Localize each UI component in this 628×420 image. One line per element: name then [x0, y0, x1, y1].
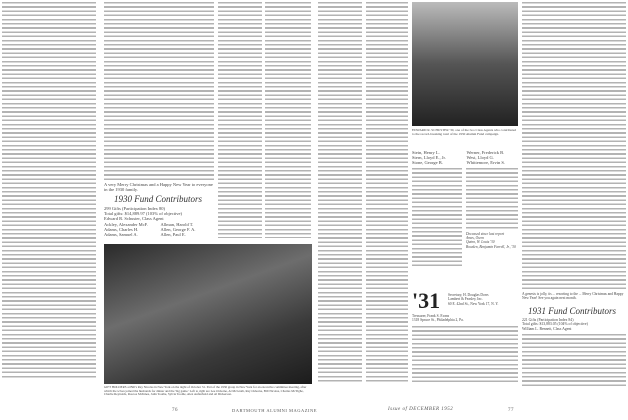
magazine-footer: DARTMOUTH ALUMNI MAGAZINE: [232, 408, 317, 413]
names-list-right-3: [412, 168, 462, 268]
schuster-portrait: [412, 2, 518, 126]
memoriam: Deceased since last report Ames, Owen Quinn, W. Louis '30 Bowden, Benjamin Farrell, Jr., '30: [466, 232, 516, 249]
names-list-right-2: [366, 2, 408, 382]
fund-heading-1930: 1930 Fund Contributors: [114, 194, 203, 204]
treasurer: Treasurer, Frank S. Evans 1318 Spruce St., Philadelphia 2, Pa.: [412, 314, 464, 323]
fund-heading-1931: 1931 Fund Contributors: [528, 306, 617, 316]
names-sample-right: Stein, Henry L. Stern, Lloyd E., Jr. Stone, George B. Werner, Frederick B. West, Lloyd G. Whittemore, Ervin S.: [412, 150, 505, 165]
text-column-right: [522, 2, 626, 290]
names-list-right-1: [318, 2, 362, 382]
secretary: Secretary, H. Douglas Dorrs Lambert & Feasley, Inc. 60 E. 42nd St., New York 17, N. Y.: [448, 293, 499, 306]
text-column-left: [2, 2, 96, 380]
closing-note: A genesis is jolly, tis ... resorting to the ... Merry Christmas and Happy New Year! See you again next month.: [522, 292, 624, 301]
text-column-middle-upper: [104, 2, 214, 180]
names-list-1931: [522, 334, 626, 386]
names-list-left: [218, 2, 262, 238]
issue-date: Issue of DECEMBER 1952: [388, 407, 454, 412]
names-list-left-2: [265, 2, 311, 238]
photo-caption-left: GIFT HOLDERS at Bill's Ray Nicolas in New York on the night of October 31. Part of the 1930 group in New York for an executive committee meeting, after which the wives joined the husbands for dinner and the 'big game.' Left to right are Lee Osborne, Al McGrath, Ray Osborne, Bill Nicolas, Charles McTighe, Charlie Reynolds, Roscoe McInnes, John Toothe, Sylvia Toothe, Alex Aufterhold and Al Dickerson.: [104, 385, 307, 397]
page-number-76: 76: [172, 408, 178, 413]
fund-stats-1931: 221 Gifts (Participation Index 84) Total gifts: $13,883.05 (104% of objective) William L. Bennett, Class Agent: [522, 318, 588, 331]
group-photo: [104, 244, 312, 384]
class-year: '31: [412, 288, 441, 313]
names-sample: Ackley, Alexander McF. Adams, Charles H. Adams, Samuel A. Allman, Harold T. Allen, George F. A. Allen, Paul E.: [104, 222, 196, 237]
photo-caption-right: EDWARD R. SCHUSTER '30, one of the two Class Agents who contributed to the record-breaking total of the 1930 Alumni Fund campaign.: [412, 128, 517, 136]
names-list-right-4: [466, 168, 518, 230]
fund-stats-1930: 299 Gifts (Participation Index 80) Total gifts: $14,889.97 (103% of objective) Edward R. Schuster, Class Agent: [104, 206, 183, 221]
page-number-77: 77: [508, 408, 514, 413]
greeting: A very Merry Christmas and a Happy New Year to everyone in the 1930 family.: [104, 182, 213, 192]
class-notes-text: [412, 326, 518, 384]
